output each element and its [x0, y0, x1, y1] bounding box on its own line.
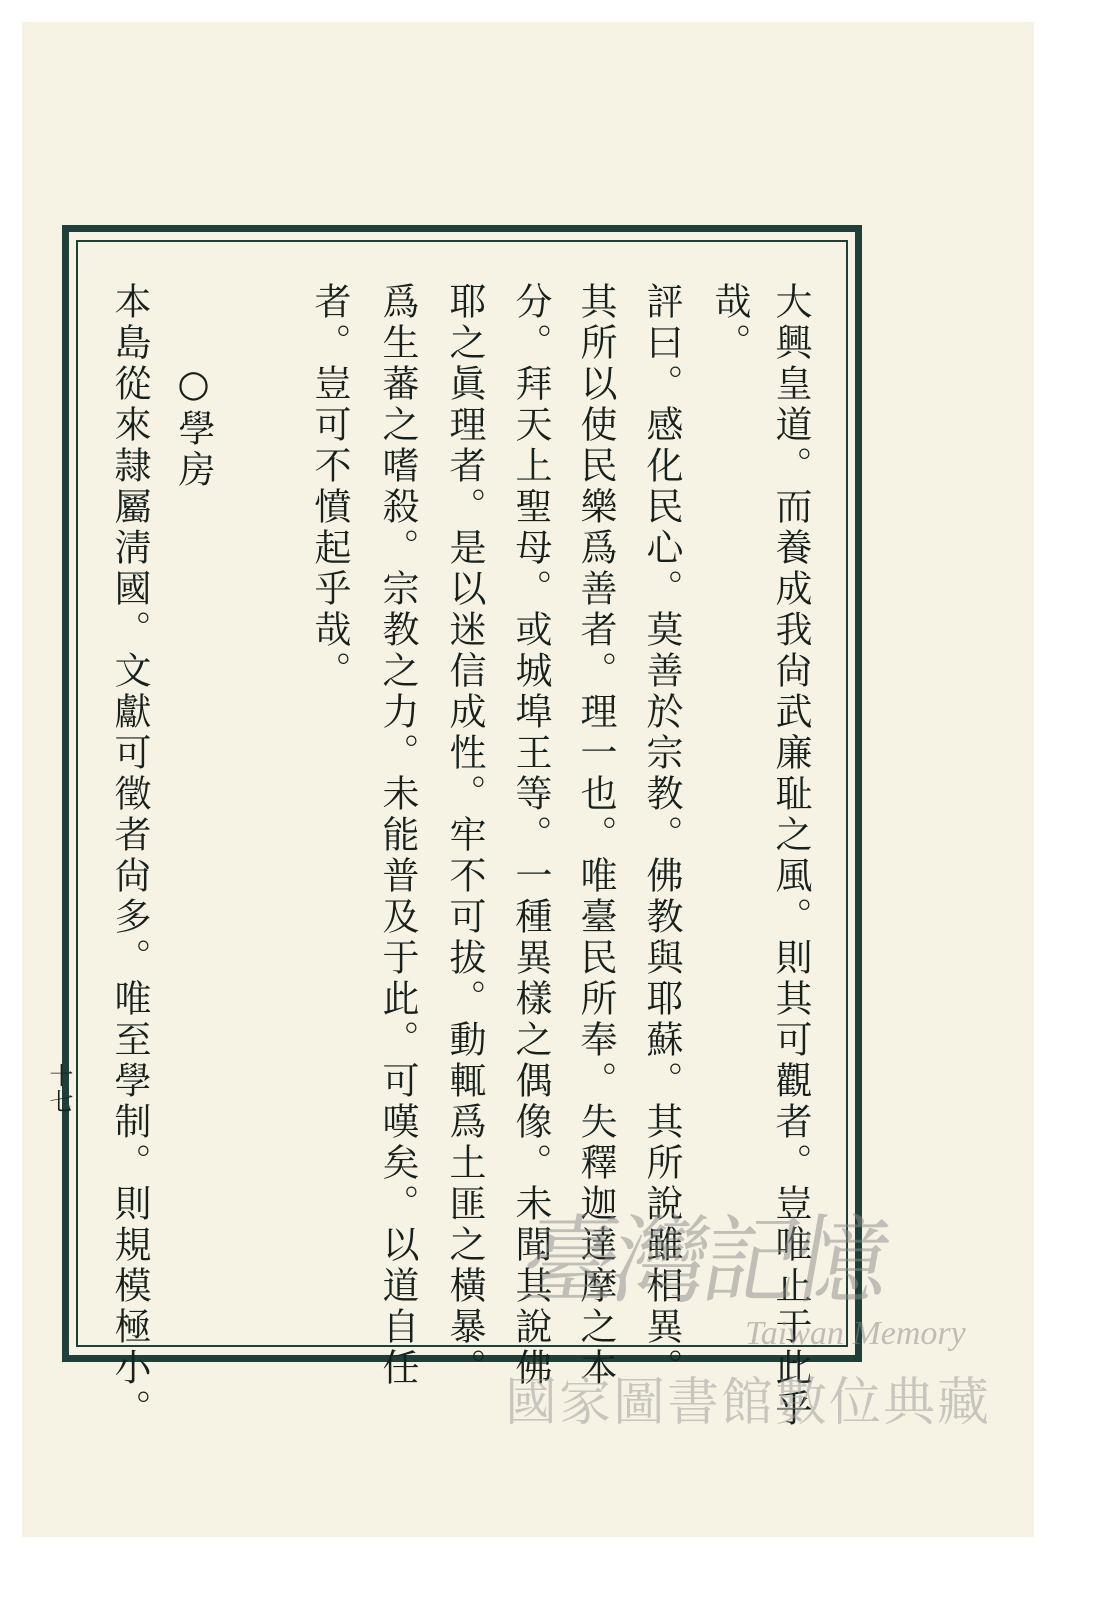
- watermark-script: 臺灣記憶: [513, 1205, 894, 1317]
- text-column-10: 本島從來隷屬淸國。文獻可徵者尙多。唯至學制。則規模極小。: [108, 282, 151, 1430]
- text-column-7: 爲生蕃之嗜殺。宗教之力。未能普及于此。可嘆矣。以道自任: [376, 282, 419, 1389]
- watermark-chinese: 國家圖書館數位典藏: [505, 1373, 992, 1433]
- text-column-6: 耶之眞理者。是以迷信成性。牢不可拔。動輒爲土匪之橫暴。: [443, 282, 486, 1389]
- text-column-4: 其所以使民樂爲善者。理一也。唯臺民所奉。失釋迦達摩之本: [574, 282, 617, 1389]
- text-column-1: 大興皇道。而養成我尙武廉耻之風。則其可觀者。豈唯止于此乎: [769, 282, 812, 1430]
- text-column-5: 分。拜天上聖母。或城埠王等。一種異樣之偶像。未聞其說佛: [509, 282, 552, 1389]
- section-heading: ○學房: [172, 362, 215, 491]
- page-number: 十七: [45, 1063, 73, 1115]
- watermark-english: Taiwan Memory: [745, 1315, 966, 1352]
- text-column-8: 者。豈可不憤起乎哉。: [308, 282, 351, 692]
- text-column-3: 評曰。感化民心。莫善於宗教。佛教與耶蘇。其所說雖相異。: [640, 282, 683, 1389]
- text-column-2: 哉。: [708, 282, 751, 364]
- watermark: [505, 1175, 1005, 1455]
